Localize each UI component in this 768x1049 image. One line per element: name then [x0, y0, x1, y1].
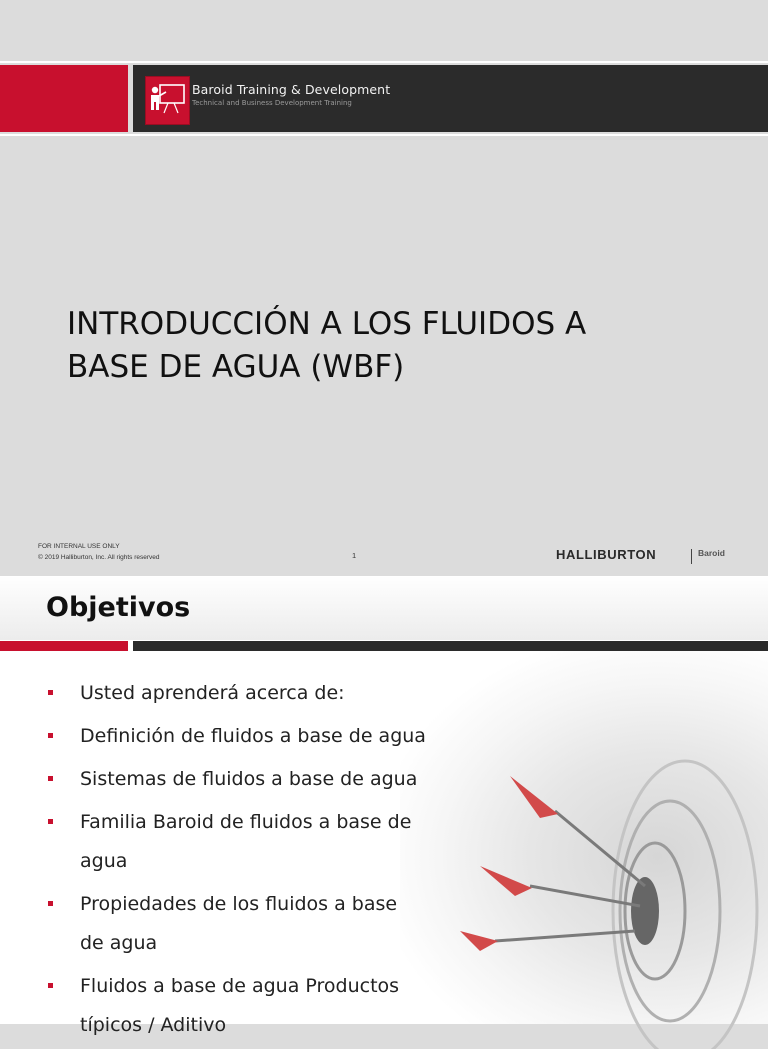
- header-dark-bar: [133, 641, 768, 651]
- slide-heading: Objetivos: [46, 592, 191, 623]
- brand-subtitle: Technical and Business Development Training: [192, 99, 352, 107]
- list-item-text: Definición de fluidos a base de agua: [80, 725, 426, 747]
- baroid-logo: Baroid: [698, 548, 725, 558]
- header-red-bar: [0, 641, 128, 651]
- bullet-square-icon: [48, 901, 53, 906]
- objectives-list: [46, 674, 426, 1049]
- list-item-text: Fluidos a base de agua Productos típicos / Aditivo: [80, 975, 400, 1036]
- list-item-text: Sistemas de fluidos a base de agua: [80, 768, 418, 790]
- footer-internal-use: FOR INTERNAL USE ONLY: [38, 543, 120, 550]
- list-item-text: Familia Baroid de fluidos a base de agua: [80, 811, 412, 872]
- logo-divider: [691, 549, 692, 564]
- objectives-slide: [0, 576, 768, 1036]
- list-item-text: Usted aprenderá acerca de:: [80, 682, 345, 704]
- list-item: [46, 717, 426, 756]
- darts-target-icon: [440, 726, 768, 1024]
- page-number: 1: [352, 551, 357, 560]
- bullet-square-icon: [48, 983, 53, 988]
- footer-copyright: © 2019 Halliburton, Inc. All rights reserved: [38, 554, 160, 561]
- slide-title: [67, 303, 687, 389]
- bullet-square-icon: [48, 819, 53, 824]
- slide-title-line-1: INTRODUCCIÓN A LOS FLUIDOS A: [67, 306, 587, 342]
- list-item: [46, 803, 426, 881]
- list-item: [46, 967, 426, 1045]
- list-item-text: Propiedades de los fluidos a base de agua: [80, 893, 398, 954]
- bullet-square-icon: [48, 733, 53, 738]
- brand-title: Baroid Training & Development: [192, 82, 391, 97]
- banner-red-block: [0, 65, 128, 132]
- list-item: [46, 674, 426, 713]
- presenter-board-icon: [145, 76, 190, 125]
- bullet-square-icon: [48, 690, 53, 695]
- banner-bottom-rule: [0, 134, 768, 136]
- bullet-square-icon: [48, 776, 53, 781]
- slide-title-line-2: BASE DE AGUA (WBF): [67, 349, 405, 385]
- banner-top-rule: [0, 61, 768, 63]
- halliburton-logo: HALLIBURTON: [556, 547, 657, 562]
- list-item: [46, 760, 426, 799]
- list-item: [46, 885, 426, 963]
